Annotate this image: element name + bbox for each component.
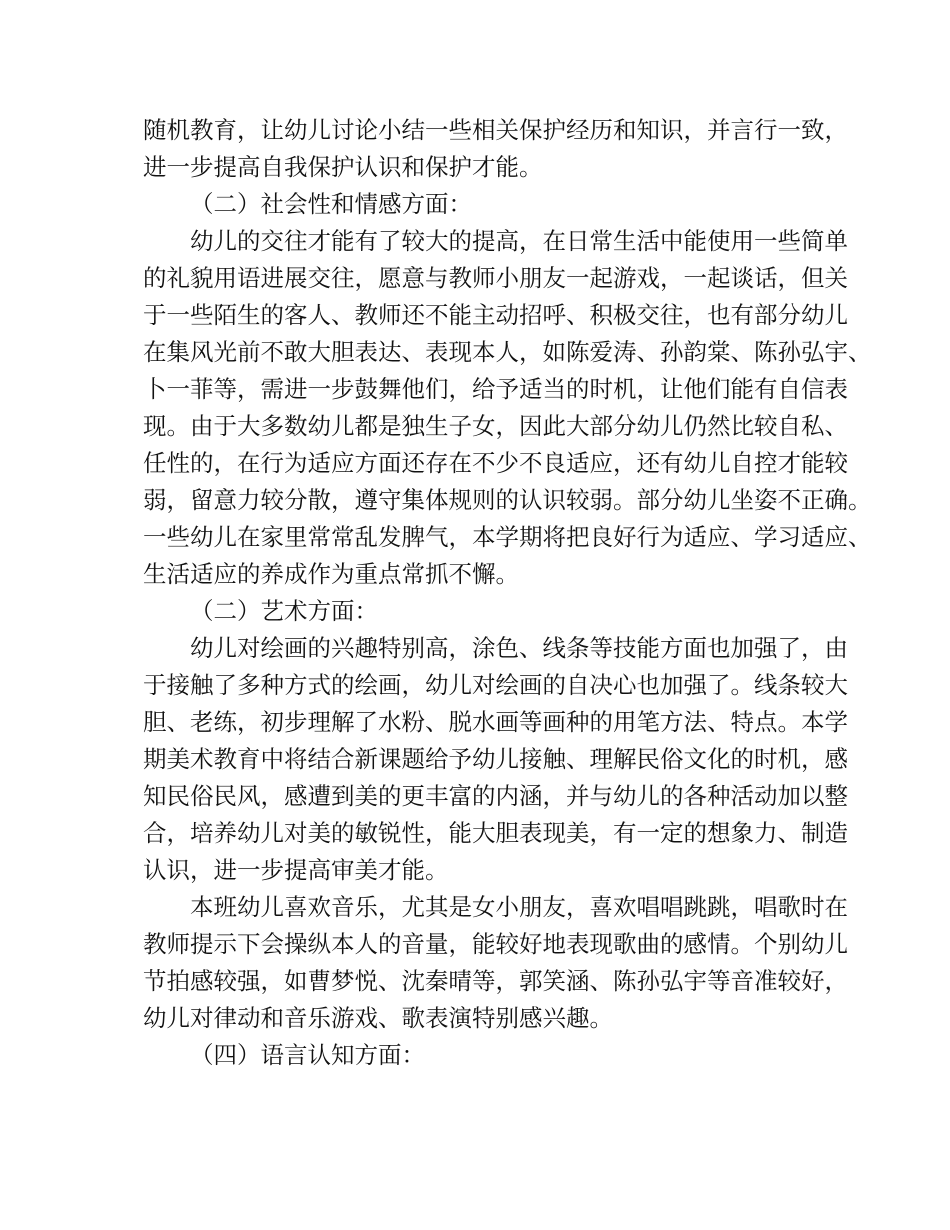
text-line: 随机教育，让幼儿讨论小结一些相关保护经历和知识，并言行一致， bbox=[143, 116, 848, 144]
text-line: 幼儿对律动和音乐游戏、歌表演特别感兴趣。 bbox=[143, 1004, 613, 1032]
text-line: 认识，进一步提高审美才能。 bbox=[143, 856, 449, 884]
text-line: 的礼貌用语进展交往，愿意与教师小朋友一起游戏，一起谈话，但关 bbox=[143, 264, 848, 292]
text-line: 生活适应的养成作为重点常抓不懈。 bbox=[143, 560, 519, 588]
text-line: 于接触了多种方式的绘画，幼儿对绘画的自决心也加强了。线条较大 bbox=[143, 671, 848, 699]
text-line: 一些幼儿在家里常常乱发脾气，本学期将把良好行为适应、学习适应、 bbox=[143, 523, 872, 551]
text-line: 幼儿对绘画的兴趣特别高，涂色、线条等技能方面也加强了，由 bbox=[190, 634, 848, 662]
text-line: 于一些陌生的客人、教师还不能主动招呼、积极交往，也有部分幼儿 bbox=[143, 301, 848, 329]
text-line: 本班幼儿喜欢音乐，尤其是女小朋友，喜欢唱唱跳跳，唱歌时在 bbox=[190, 893, 848, 921]
text-line: 知民俗民风，感遭到美的更丰富的内涵，并与幼儿的各种活动加以整 bbox=[143, 782, 848, 810]
text-line: 节拍感较强，如曹梦悦、沈秦晴等，郭笑涵、陈孙弘宇等音准较好， bbox=[143, 967, 848, 995]
text-line: 合，培养幼儿对美的敏锐性，能大胆表现美，有一定的想象力、制造 bbox=[143, 819, 848, 847]
text-line: 现。由于大多数幼儿都是独生子女，因此大部分幼儿仍然比较自私、 bbox=[143, 412, 848, 440]
text-line: 幼儿的交往才能有了较大的提高，在日常生活中能使用一些简单 bbox=[190, 227, 848, 255]
text-line: 在集风光前不敢大胆表达、表现本人，如陈爱涛、孙韵棠、陈孙弘宇、 bbox=[143, 338, 872, 366]
text-line: 弱，留意力较分散，遵守集体规则的认识较弱。部分幼儿坐姿不正确。 bbox=[143, 486, 872, 514]
text-line: 教师提示下会操纵本人的音量，能较好地表现歌曲的感情。个别幼儿 bbox=[143, 930, 848, 958]
text-line: 进一步提高自我保护认识和保护才能。 bbox=[143, 153, 543, 181]
section-heading: （四）语言认知方面： bbox=[190, 1041, 425, 1069]
text-line: 卜一菲等，需进一步鼓舞他们，给予适当的时机，让他们能有自信表 bbox=[143, 375, 848, 403]
section-heading: （二）艺术方面： bbox=[190, 597, 378, 625]
text-line: 任性的，在行为适应方面还存在不少不良适应，还有幼儿自控才能较 bbox=[143, 449, 848, 477]
text-line: 胆、老练，初步理解了水粉、脱水画等画种的用笔方法、特点。本学 bbox=[143, 708, 848, 736]
document-body bbox=[143, 112, 872, 1074]
text-line: 期美术教育中将结合新课题给予幼儿接触、理解民俗文化的时机，感 bbox=[143, 745, 848, 773]
section-heading: （二）社会性和情感方面： bbox=[190, 190, 472, 218]
